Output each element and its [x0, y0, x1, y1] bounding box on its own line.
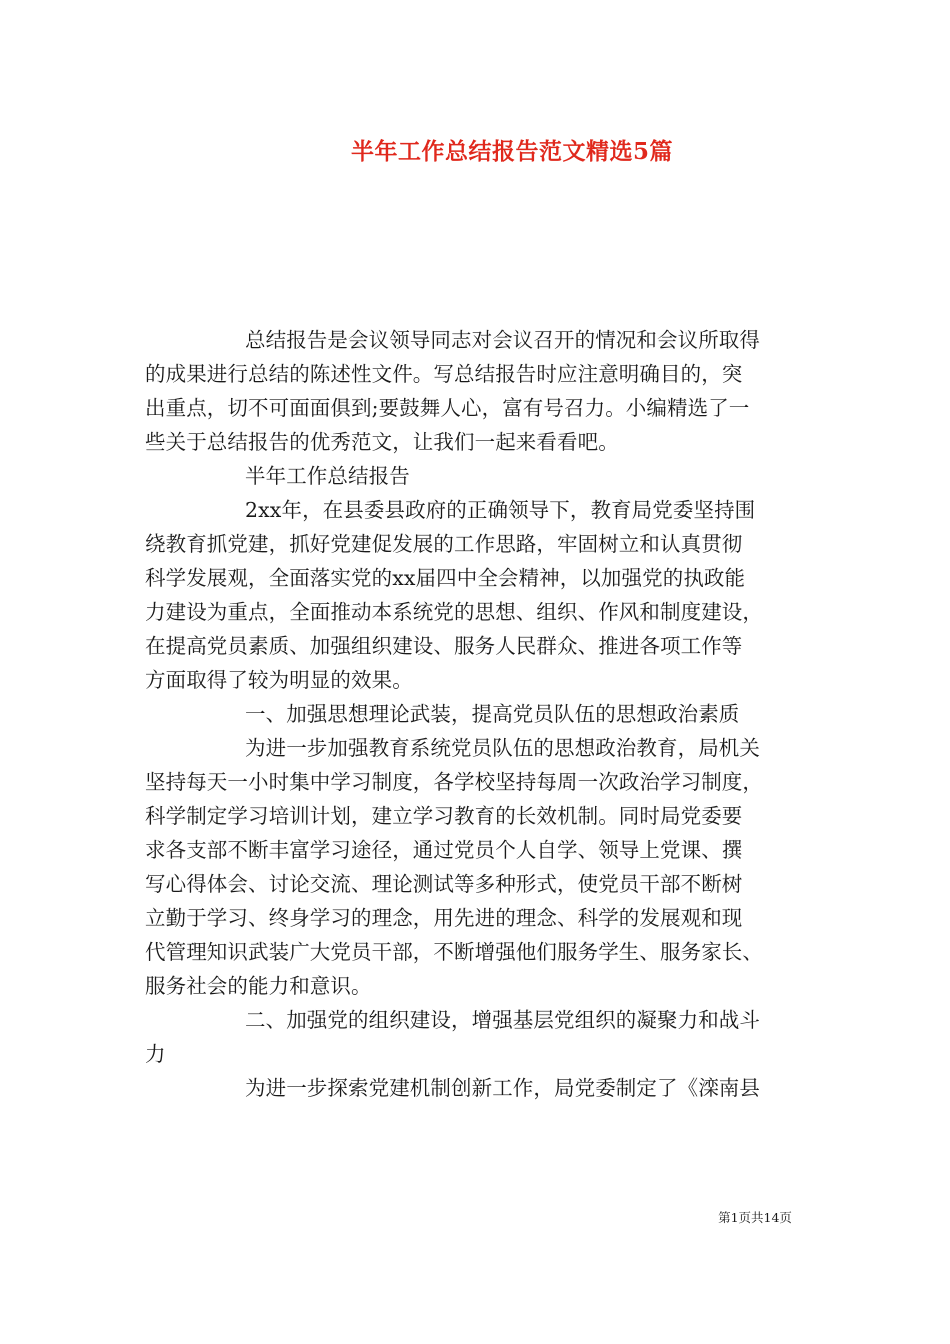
text-line: 些关于总结报告的优秀范文，让我们一起来看看吧。 [145, 430, 619, 454]
document-body [145, 323, 821, 1105]
text-line: 绕教育抓党建，抓好党建促发展的工作思路，牢固树立和认真贯彻 [145, 532, 743, 556]
text-line: 为进一步加强教育系统党员队伍的思想政治教育，局机关 [245, 736, 760, 760]
text-line: 服务社会的能力和意识。 [145, 974, 372, 998]
text-line: 坚持每天一小时集中学习制度，各学校坚持每周一次政治学习制度， [145, 770, 763, 794]
page-number-footer: 第1页共14页 [718, 1210, 792, 1225]
text-line: 科学制定学习培训计划，建立学习教育的长效机制。同时局党委要 [145, 804, 743, 828]
text-line: 立勤于学习、终身学习的理念，用先进的理念、科学的发展观和现 [145, 906, 743, 930]
text-line: 出重点，切不可面面俱到;要鼓舞人心，富有号召力。小编精选了一 [145, 396, 750, 420]
text-line: 代管理知识武装广大党员干部，不断增强他们服务学生、服务家长、 [145, 940, 763, 964]
text-line: 半年工作总结报告 [245, 464, 410, 488]
text-line: 一、加强思想理论武装，提高党员队伍的思想政治素质 [245, 702, 740, 726]
text-line: 方面取得了较为明显的效果。 [145, 668, 413, 692]
text-line: 在提高党员素质、加强组织建设、服务人民群众、推进各项工作等 [145, 634, 743, 658]
text-line: 的成果进行总结的陈述性文件。写总结报告时应注意明确目的，突 [145, 362, 743, 386]
text-line: 2xx年，在县委县政府的正确领导下，教育局党委坚持围 [245, 498, 756, 522]
text-line: 为进一步探索党建机制创新工作，局党委制定了《滦南县 [245, 1076, 760, 1100]
text-line: 求各支部不断丰富学习途径，通过党员个人自学、领导上党课、撰 [145, 838, 743, 862]
text-line: 总结报告是会议领导同志对会议召开的情况和会议所取得 [245, 328, 760, 352]
text-line: 力建设为重点，全面推动本系统党的思想、组织、作风和制度建设， [145, 600, 763, 624]
text-line: 科学发展观，全面落实党的xx届四中全会精神，以加强党的执政能 [145, 566, 746, 590]
text-line: 写心得体会、讨论交流、理论测试等多种形式，使党员干部不断树 [145, 872, 743, 896]
document-title: 半年工作总结报告范文精选5篇 [350, 138, 673, 165]
text-line: 力 [145, 1042, 166, 1066]
text-line: 二、加强党的组织建设，增强基层党组织的凝聚力和战斗 [245, 1008, 760, 1032]
